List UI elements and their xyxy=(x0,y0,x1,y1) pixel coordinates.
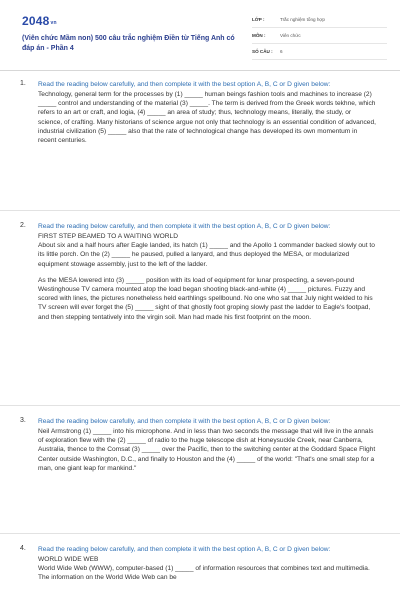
meta-value: Viên chức xyxy=(280,33,301,38)
passage-paragraph: About six and a half hours after Eagle landed, its hatch (1) _____ and the Apollo 1 commander backed slowly out to its little porch. On the (2) _____ he paused, pulled a lanyard, and thus deployed the MESA, or modularized equipment stowage assembly, just to the left of the ladder. xyxy=(38,242,375,268)
question-passage xyxy=(38,232,376,322)
question-number: 3. xyxy=(20,417,26,424)
question-number: 1. xyxy=(20,80,26,87)
meta-key: SỐ CÂU : xyxy=(252,49,273,54)
document-title: (Viên chức Mầm non) 500 câu trắc nghiệm Điền từ Tiếng Anh có đáp án - Phần 4 xyxy=(22,35,235,52)
passage-paragraph: Technology, general term for the processes by (1) _____ human beings fashion tools and machines to increase (2) _____ control and understanding of the material (3) _____. The term is derived from the Greek words tekhne, which refers to an art or craft, and logia, (4) _____ an area of study; thus, technology means, literally, the study, or science, of crafting. Many historians of science argue not only that technology is an essential condition of advanced, industrial civilization (5) _____ also that the rate of technological change has developed its own momentum in recent centuries. xyxy=(38,91,376,145)
question-prompt: Read the reading below carefully, and then complete it with the best option A, B, C or D given below: xyxy=(38,546,331,553)
question-passage xyxy=(38,555,376,583)
header-divider xyxy=(0,70,400,71)
page-header xyxy=(22,12,384,62)
question-passage xyxy=(38,427,376,473)
site-logo[interactable]: $2048_{vn}$ xyxy=(22,14,57,28)
question-prompt: Read the reading below carefully, and then complete it with the best option A, B, C or D given below: xyxy=(38,223,331,230)
meta-value: 6 xyxy=(280,49,283,54)
meta-key: MÔN : xyxy=(252,33,266,38)
question-divider xyxy=(0,405,400,406)
question-prompt: Read the reading below carefully, and then complete it with the best option A, B, C or D given below: xyxy=(38,81,331,88)
passage-paragraph: As the MESA lowered into (3) _____ position with its load of equipment for lunar prospecting, a seven-pound Westinghouse TV camera mounted atop the load began shooting black-and-white (4) _____ pictures. Fuzzy and scored with lines, the pictures nonetheless held earthlings spellbound. No one who sat that July night welded to his TV screen will ever forget the (5) _____ sight of that ghostly foot groping slowly past the ladder to Eagle's footpad, and then stepping tentatively into the virgin soil. Man had made his first footprint on the moon. xyxy=(38,276,373,321)
passage-heading: FIRST STEP BEAMED TO A WAITING WORLD xyxy=(38,233,178,240)
meta-table xyxy=(252,12,387,60)
question-prompt: Read the reading below carefully, and then complete it with the best option A, B, C or D given below: xyxy=(38,418,331,425)
passage-paragraph: Neil Armstrong (1) _____ into his microphone. And in less than two seconds the message that will live in the annals of exploration flew with the (2) _____ of radio to the huge telescope dish at Honeysuckle Creek, near Canberra, Australia, thence to the Comsat (3) _____ over the Pacific, then to the switching center at the Goddard Space Flight Center outside Washington, D.C., and finally to Houston and the (4) _____ of the world: "That's one small step for a man, one giant leap for mankind." xyxy=(38,428,376,472)
meta-row-class xyxy=(252,12,387,28)
meta-value: Trắc nghiệm tổng hợp xyxy=(280,17,325,22)
meta-key: LỚP : xyxy=(252,17,265,22)
meta-row-subject xyxy=(252,28,387,44)
question-number: 4. xyxy=(20,545,26,552)
meta-row-count xyxy=(252,44,387,60)
question-number: 2. xyxy=(20,222,26,229)
question-divider xyxy=(0,533,400,534)
passage-heading: WORLD WIDE WEB xyxy=(38,556,99,563)
question-divider xyxy=(0,210,400,211)
question-passage xyxy=(38,90,376,145)
passage-paragraph: World Wide Web (WWW), computer-based (1) _____ of information resources that combines text and multimedia. The information on the World Wide Web can be xyxy=(38,565,370,582)
